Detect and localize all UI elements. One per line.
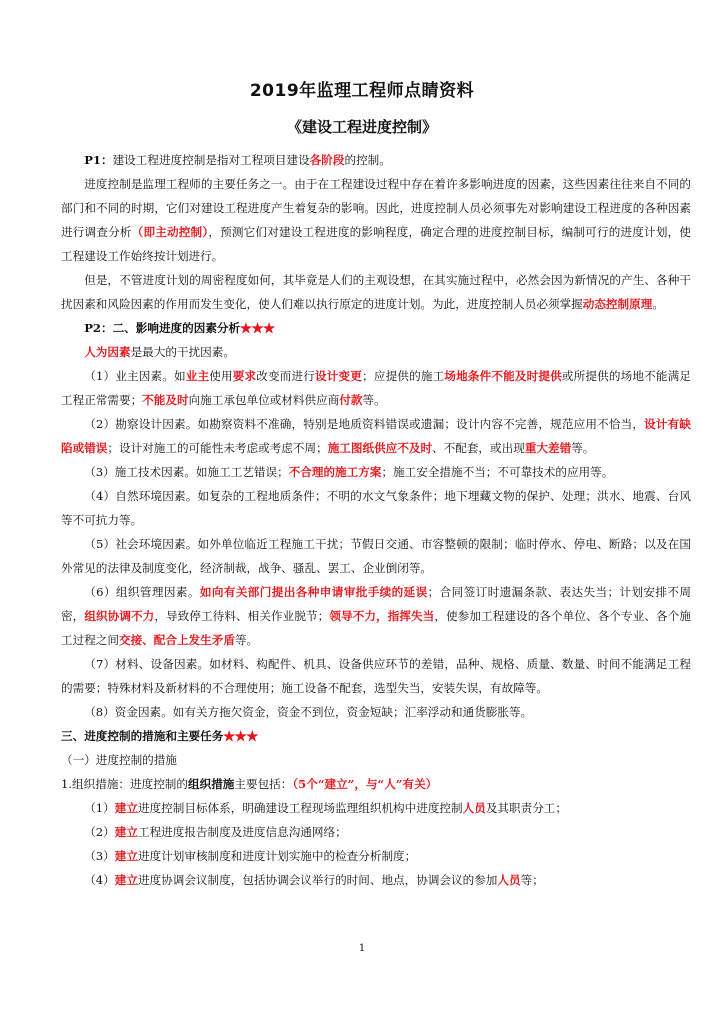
subsection-heading: （一）进度控制的措施 <box>61 753 177 767</box>
text: 但是，不管进度计划的周密程度如何，其毕竟是人们的主观设想，在其实施过程中，必然会因为新情况的产生、各种干扰因素和风险因素的作用而发生变化，使人们难以执行原定的进度计划。为此，进度控制人员必须掌握 <box>61 273 691 311</box>
highlight: 要求 <box>232 369 257 383</box>
p1-label: P1： <box>84 153 113 167</box>
paragraph <box>61 340 691 364</box>
p1-paragraph <box>61 148 691 172</box>
text: 等。 <box>571 441 595 455</box>
factor-item <box>61 412 691 460</box>
text: 等。 <box>362 393 386 407</box>
paragraph <box>61 268 691 316</box>
highlight: 动态控制原理 <box>582 297 653 311</box>
text: 1.组织措施：进度控制的 <box>61 777 188 791</box>
highlight: 建立 <box>114 825 138 839</box>
text: （2） <box>84 825 115 839</box>
highlight: 建立 <box>114 849 138 863</box>
text: （6）组织管理因素。 <box>84 585 200 599</box>
text: 。 <box>652 297 664 311</box>
highlight: 人为因素 <box>84 345 131 359</box>
factor-item: （4）自然环境因素。如复杂的工程地质条件；不明的水文气象条件；地下埋藏文物的保护、处理；洪水、地震、台风等不可抗力等。 <box>61 489 691 527</box>
highlight: 场地条件不能及时提供 <box>444 369 562 383</box>
text: 进度计划审核制度和进度计划实施中的检查分析制度； <box>137 849 417 863</box>
highlight: 人员 <box>497 873 521 887</box>
text: 是最大的干扰因素。 <box>130 345 235 359</box>
text: （4） <box>84 873 115 887</box>
text: 及其职责分工； <box>485 801 567 815</box>
star-rating: ★★★ <box>223 729 259 743</box>
list-item <box>61 844 691 868</box>
heading-text: 三、进度控制的措施和主要任务 <box>61 729 224 743</box>
factor-item: （8）资金因素。如有关方拖欠资金，资金不到位，资金短缺；汇率浮动和通货膨胀等。 <box>84 705 533 719</box>
text: 或所提供的场地不能满足工程正常需要； <box>61 369 691 407</box>
highlight: 施工图纸供应不及时 <box>327 441 433 455</box>
heading-text: P2：二、影响进度的因素分析 <box>84 321 241 335</box>
text: 、不配套，或出现 <box>432 441 525 455</box>
text: ；合同签订时遗漏条款、表达失当；计划安排不周密， <box>61 585 691 623</box>
highlight: 各阶段 <box>309 153 345 167</box>
text: 工程进度报告制度及进度信息沟通网络； <box>137 825 347 839</box>
text: 主要包括： <box>234 777 293 791</box>
highlight: 如向有关部门提出各种申请审批手续的延误 <box>199 585 428 599</box>
text: 等； <box>520 873 544 887</box>
text: （1）业主因素。如 <box>84 369 186 383</box>
text: 的控制。 <box>344 153 391 167</box>
document-subtitle: 《建设工程进度控制》 <box>286 118 437 136</box>
highlight: （即主动控制） <box>131 225 209 239</box>
highlight: 重大差错 <box>524 441 572 455</box>
text: 使用 <box>209 369 233 383</box>
highlight: 设计有缺陷或错误 <box>61 417 691 455</box>
text: 建设工程进度控制是指对工程项目建设 <box>112 153 310 167</box>
highlight: 人员 <box>462 801 486 815</box>
text: （2）勘察设计因素。如勘察资料不准确，特别是地质资料错误或遗漏；设计内容不完善，规范应用不恰当， <box>84 417 645 431</box>
factor-item <box>61 580 691 652</box>
highlight: 领导不力，指挥失当 <box>329 609 435 623</box>
text: 等。 <box>234 633 259 647</box>
highlight: 业主 <box>185 369 210 383</box>
text: ；施工安全措施不当；不可靠技术的应用等。 <box>381 465 614 479</box>
text: （1） <box>84 801 115 815</box>
text: 向施工承包单位或材料供应商 <box>188 393 340 407</box>
highlight: 付款 <box>339 393 363 407</box>
list-item <box>61 820 691 844</box>
highlight: 建立 <box>114 873 138 887</box>
text: （3）施工技术因素。如施工工艺错误； <box>84 465 289 479</box>
org-measures-line <box>61 772 691 796</box>
highlight: 不合理的施工方案 <box>288 465 382 479</box>
text: ，导致停工待料、相关作业脱节； <box>154 609 330 623</box>
factor-item: （7）材料、设备因素。如材料、构配件、机具、设备供应环节的差错，品种、规格、质量、数量、时间不能满足工程的需要；特殊材料及新材料的不合理使用；施工设备不配套，选型失当，安装失误，有故障等。 <box>61 657 691 695</box>
section-heading-3 <box>61 724 691 748</box>
text: 进度协调会议制度，包括协调会议举行的时间、地点，协调会议的参加 <box>137 873 498 887</box>
text: ；设计对施工的可能性未考虑或考虑不周； <box>107 441 328 455</box>
page-number: 1 <box>358 943 366 954</box>
highlight: 建立 <box>114 801 138 815</box>
factor-item: （5）社会环境因素。如外单位临近工程施工干扰；节假日交通、市容整顿的限制；临时停水、停电、断路；以及在国外常见的法律及制度变化，经济制裁，战争、骚乱、罢工、企业倒闭等。 <box>61 537 691 575</box>
highlight: 组织协调不力 <box>84 609 155 623</box>
highlight: 不能及时 <box>142 393 189 407</box>
factor-item <box>61 460 691 484</box>
paragraph <box>61 172 691 268</box>
list-item <box>61 796 691 820</box>
document-title: 2019年监理工程师点睛资料 <box>249 81 475 101</box>
bold-term: 组织措施 <box>188 777 235 791</box>
highlight: （5个“建立”，与“人”有关） <box>292 777 438 791</box>
highlight: 交接、配合上发生矛盾 <box>118 633 235 647</box>
list-item <box>61 868 691 892</box>
star-rating: ★★★ <box>240 321 275 335</box>
document-body <box>61 148 691 892</box>
text: ；应提供的施工 <box>362 369 445 383</box>
section-heading-p2 <box>61 316 691 340</box>
highlight: 设计变更 <box>315 369 363 383</box>
text: ，使参加工程建设的各个单位、各个专业、各个施工过程之间 <box>61 609 691 647</box>
text: 进度控制目标体系，明确建设工程现场监理组织机构中进度控制 <box>137 801 463 815</box>
text: ，预测它们对建设工程进度的影响程度，确定合理的进度控制目标，编制可行的进度计划，使工程建设工作始终按计划进行。 <box>61 225 691 263</box>
text: 进度控制是监理工程师的主要任务之一。由于在工程建设过程中存在着许多影响进度的因素，这些因素往往来自不同的部门和不同的时期，它们对建设工程进度产生着复杂的影响。因此，进度控制人员必须事先对影响建设工程进度的各种因素进行调查分析 <box>61 177 691 239</box>
factor-item <box>61 364 691 412</box>
text: （3） <box>84 849 115 863</box>
text: 改变而进行 <box>256 369 316 383</box>
